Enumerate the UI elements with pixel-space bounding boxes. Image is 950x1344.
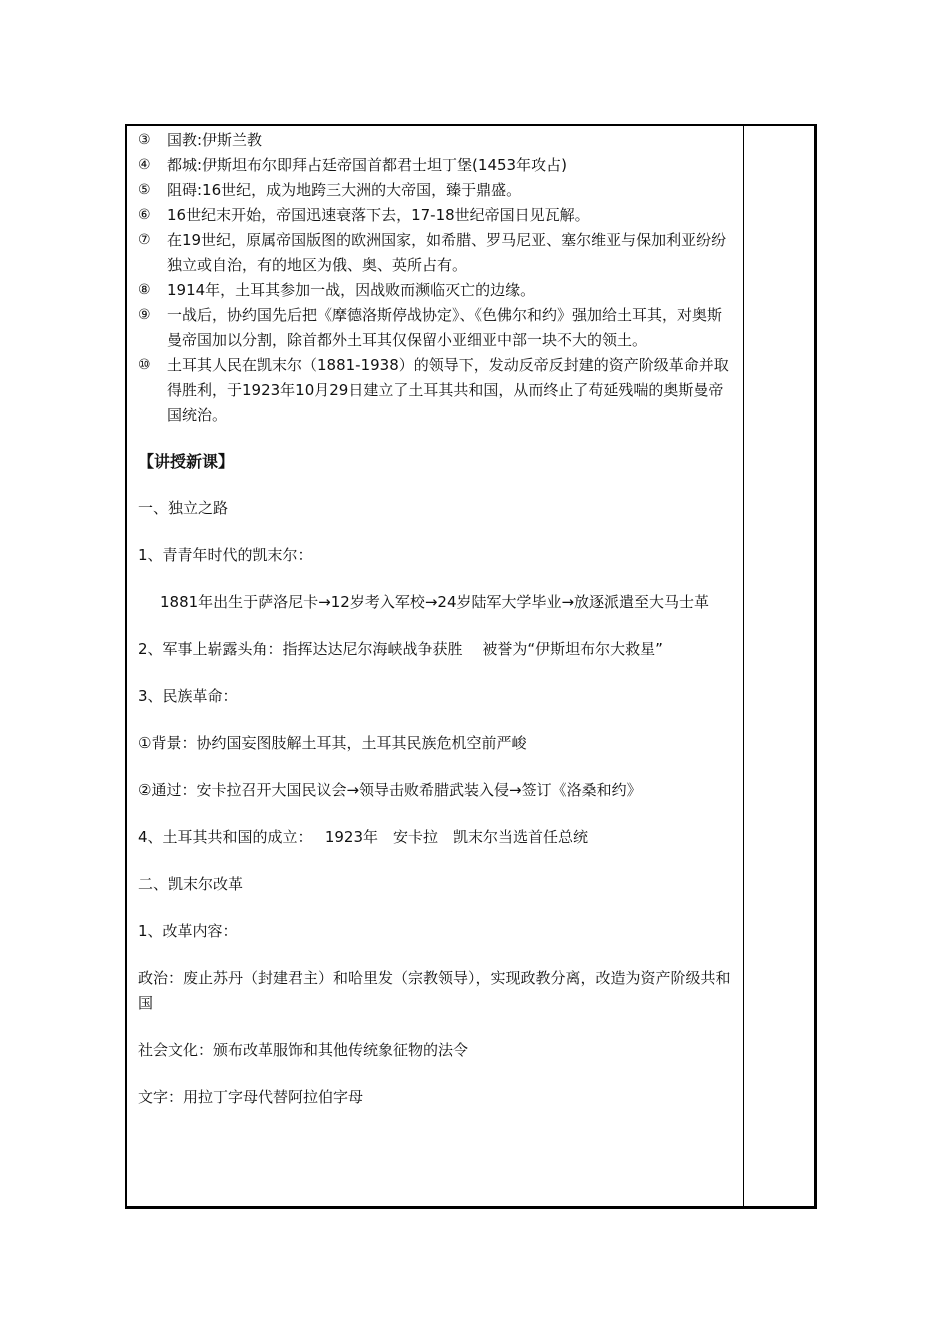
list-marker: ③ <box>138 132 151 148</box>
revolution-process: ②通过：安卡拉召开大国民议会→领导击败希腊武装入侵→签订《洛桑和约》 <box>138 781 642 799</box>
list-marker: ⑩ <box>138 357 151 373</box>
subsection-youth: 1、青青年时代的凯末尔： <box>138 546 313 564</box>
revolution-background: ①背景：协约国妄图肢解土耳其，土耳其民族危机空前严峻 <box>138 734 527 752</box>
list-item-text: 1914年，土耳其参加一战，因战败而濒临灭亡的边缘。 <box>167 281 536 299</box>
list-item <box>138 153 736 178</box>
list-item <box>138 203 736 228</box>
reform-culture: 社会文化：颁布改革服饰和其他传统象征物的法令 <box>138 1041 469 1059</box>
reform-politics: 政治：废止苏丹（封建君主）和哈里发（宗教领导），实现政教分离，改造为资产阶级共和国 <box>138 969 731 1012</box>
list-item-text: 16世纪末开始，帝国迅速衰落下去，17-18世纪帝国日见瓦解。 <box>167 206 590 224</box>
list-item <box>138 303 736 353</box>
lesson-table <box>125 124 817 1209</box>
subsection-military: 2、军事上崭露头角：指挥达达尼尔海峡战争获胜 被誉为“伊斯坦布尔大救星” <box>138 640 663 658</box>
list-marker: ⑤ <box>138 182 151 198</box>
numbered-list <box>138 128 736 428</box>
list-item <box>138 228 736 278</box>
list-marker: ⑧ <box>138 282 151 298</box>
list-item-text: 土耳其人民在凯末尔（1881-1938）的领导下，发动反帝反封建的资产阶级革命并取得胜利，于1923年10月29日建立了土耳其共和国，从而终止了苟延残喘的奥斯曼帝国统治。 <box>167 356 729 424</box>
section-heading: 【讲授新课】 <box>138 452 235 471</box>
list-marker: ⑦ <box>138 232 151 248</box>
list-marker: ④ <box>138 157 151 173</box>
reform-script: 文字：用拉丁字母代替阿拉伯字母 <box>138 1088 364 1106</box>
list-marker: ⑨ <box>138 307 151 323</box>
notes-column <box>743 126 744 1206</box>
list-item <box>138 353 736 428</box>
list-item-text: 国教:伊斯兰教 <box>167 131 263 149</box>
section-title-reform: 二、凯末尔改革 <box>138 875 244 893</box>
list-item-text: 一战后，协约国先后把《摩德洛斯停战协定》、《色佛尔和约》强加给土耳其，对奥斯曼帝国加以分割，除首都外土耳其仅保留小亚细亚中部一块不大的领土。 <box>167 306 723 349</box>
subsection-republic: 4、土耳其共和国的成立： 1923年 安卡拉 凯末尔当选首任总统 <box>138 828 588 846</box>
list-item-text: 在19世纪，原属帝国版图的欧洲国家，如希腊、罗马尼亚、塞尔维亚与保加利亚纷纷独立或自治，有的地区为俄、奥、英所占有。 <box>167 231 727 274</box>
main-content <box>138 128 736 1110</box>
list-item-text: 都城:伊斯坦布尔即拜占廷帝国首都君士坦丁堡(1453年攻占) <box>167 156 567 174</box>
youth-timeline: 1881年出生于萨洛尼卡→12岁考入军校→24岁陆军大学毕业→放逐派遣至大马士革 <box>160 593 710 611</box>
subsection-revolution: 3、民族革命： <box>138 687 238 705</box>
list-item <box>138 178 736 203</box>
subsection-reform-content: 1、改革内容： <box>138 922 238 940</box>
list-marker: ⑥ <box>138 207 151 223</box>
list-item <box>138 278 736 303</box>
list-item <box>138 128 736 153</box>
list-item-text: 阻碍:16世纪，成为地跨三大洲的大帝国，臻于鼎盛。 <box>167 181 522 199</box>
section-title-independence: 一、独立之路 <box>138 499 229 517</box>
